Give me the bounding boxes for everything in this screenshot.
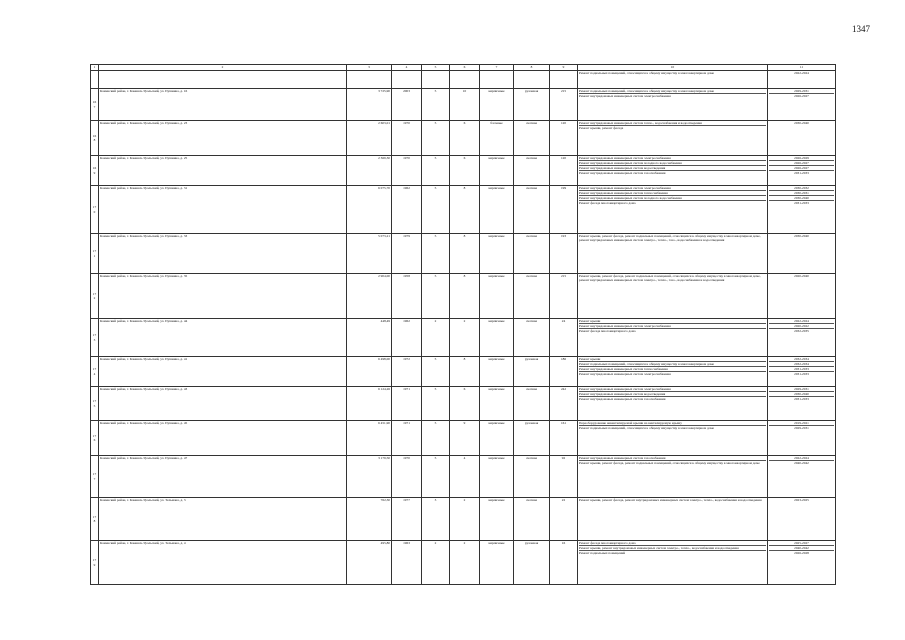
- works-cell: [578, 498, 768, 541]
- work-item: Ремонт крыши, ремонт фасада: [579, 126, 624, 131]
- years-cell: [768, 421, 836, 456]
- year-range: 2030-2031: [769, 191, 834, 196]
- entrances-cell: 8: [450, 357, 480, 387]
- year-range: 2025-2027: [769, 541, 834, 546]
- walls-cell: кирпичные: [480, 357, 514, 387]
- floors-cell: 5: [422, 421, 450, 456]
- years-cell: [768, 357, 836, 387]
- area-cell: [347, 71, 392, 89]
- works-cell: [578, 421, 768, 456]
- address-cell: [99, 71, 347, 89]
- year-range: 2022-2024: [769, 319, 834, 324]
- entrances-cell: 8: [450, 274, 480, 319]
- roof-cell: [514, 71, 550, 89]
- year-cell: 1979: [392, 234, 422, 274]
- work-item: Ремонт крыши, ремонт фасада, ремонт внутридомовых инженерных систем электро-, тепло-, водоснабжения и водоотведения: [579, 498, 762, 502]
- floors-cell: 5: [422, 186, 450, 234]
- year-cell: 1963: [392, 541, 422, 585]
- row-index: 171: [91, 234, 99, 274]
- header-cell: 1: [91, 65, 99, 71]
- year-cell: 1970: [392, 121, 422, 156]
- area-cell: 6 124,26: [347, 387, 392, 421]
- walls-cell: кирпичные: [480, 498, 514, 541]
- row-index: 178: [91, 498, 99, 541]
- work-item: Ремонт фасада многоквартирного дома: [579, 329, 636, 334]
- work-item: Ремонт внутридомовых инженерных систем электроснабжения: [579, 156, 766, 161]
- years-cell: [768, 71, 836, 89]
- entrances-cell: 6: [450, 387, 480, 421]
- area-cell: 448,49: [347, 319, 392, 357]
- work-item: Ремонт подвальных помещений, относящихся к общему имуществу в многоквартирном доме: [579, 71, 714, 75]
- works-cell: [578, 456, 768, 498]
- year-range: 2020-2040: [794, 274, 809, 278]
- works-cell: [578, 156, 768, 186]
- address-cell: Каменский район, г. Каменск-Уральский, ул. Пушкина, д. 47: [99, 456, 347, 498]
- work-item: Ремонт внутридомовых инженерных систем газоснабжения: [579, 456, 766, 461]
- year-range: 2030-2040: [794, 234, 809, 238]
- year-cell: 2003: [392, 89, 422, 121]
- roof-cell: скатная: [514, 156, 550, 186]
- floors-cell: 5: [422, 357, 450, 387]
- area-cell: 3 179,50: [347, 456, 392, 498]
- page-number: 1347: [852, 24, 870, 34]
- year-range: 2031-2033: [794, 171, 809, 176]
- floors-cell: 5: [422, 121, 450, 156]
- roof-cell: скатная: [514, 121, 550, 156]
- works-cell: [578, 89, 768, 121]
- address-cell: Каменский район, г. Каменск-Уральский, ул. Пушкина, д. 35: [99, 274, 347, 319]
- work-item: Ремонт крыши: [579, 319, 766, 324]
- table-row: [91, 234, 836, 274]
- roof-cell: рулонная: [514, 357, 550, 387]
- year-range: 2030-2040: [769, 196, 834, 201]
- roof-cell: скатная: [514, 186, 550, 234]
- year-range: 2040-2042: [794, 461, 809, 466]
- year-cell: 1962: [392, 319, 422, 357]
- floors-cell: 5: [422, 387, 450, 421]
- walls-cell: кирпичные: [480, 274, 514, 319]
- years-cell: [768, 121, 836, 156]
- walls-cell: кирпичные: [480, 156, 514, 186]
- floors-cell: 5: [422, 456, 450, 498]
- work-item: Ремонт крыши: [579, 357, 766, 362]
- address-cell: Каменский район, г. Каменск-Уральский, ул. Пушкина, д. 16: [99, 89, 347, 121]
- header-cell: 9: [550, 65, 578, 71]
- apartments-cell: 24: [550, 319, 578, 357]
- year-range: 2029-2031: [794, 426, 809, 431]
- table-row: [91, 421, 836, 456]
- work-item: Ремонт внутридомовых инженерных систем теплоснабжения: [579, 367, 766, 372]
- work-item: Ремонт внутридомовых инженерных систем водоотведения: [579, 166, 766, 171]
- year-cell: 1962: [392, 186, 422, 234]
- year-range: 2032-2034: [769, 357, 834, 362]
- row-index: 170: [91, 186, 99, 234]
- years-cell: [768, 89, 836, 121]
- works-cell: [578, 186, 768, 234]
- roof-cell: скатная: [514, 234, 550, 274]
- walls-cell: блочные: [480, 121, 514, 156]
- table-row: [91, 186, 836, 234]
- table-row: [91, 387, 836, 421]
- work-item: Ремонт подвальных помещений, относящихся к общему имуществу в многоквартирном доме: [579, 362, 766, 367]
- year-range: 2026-2027: [794, 94, 809, 99]
- walls-cell: кирпичные: [480, 387, 514, 421]
- years-cell: [768, 319, 836, 357]
- apartments-cell: 215: [550, 89, 578, 121]
- year-range: 2030-2032: [769, 186, 834, 191]
- header-cell: 6: [450, 65, 480, 71]
- work-item: Ремонт подвальных помещений, относящихся к общему имуществу в многоквартирном доме: [579, 426, 714, 431]
- address-cell: Каменский район, г. Каменск-Уральский, ул. Пушкина, д. 31: [99, 186, 347, 234]
- year-cell: 1977: [392, 498, 422, 541]
- works-cell: [578, 274, 768, 319]
- walls-cell: кирпичные: [480, 541, 514, 585]
- area-cell: 2 369,30: [347, 156, 392, 186]
- table-row: [91, 498, 836, 541]
- row-index: 179: [91, 541, 99, 585]
- work-item: Ремонт подвальных помещений: [579, 551, 626, 556]
- row-index: 173: [91, 319, 99, 357]
- entrances-cell: 10: [450, 89, 480, 121]
- work-item: Ремонт внутридомовых инженерных систем газоснабжения: [579, 397, 666, 402]
- entrances-cell: 8: [450, 186, 480, 234]
- years-cell: [768, 456, 836, 498]
- walls-cell: кирпичные: [480, 186, 514, 234]
- area-cell: 6 451,90: [347, 421, 392, 456]
- walls-cell: кирпичные: [480, 89, 514, 121]
- work-item: Ремонт внутридомовых инженерных систем теплоснабжения: [579, 191, 766, 196]
- entrances-cell: 4: [450, 456, 480, 498]
- area-cell: 3 725,90: [347, 89, 392, 121]
- work-item: Ремонт внутридомовых инженерных систем газоснабжения: [579, 171, 666, 176]
- roof-cell: скатная: [514, 319, 550, 357]
- work-item: Ремонт внутридомовых инженерных систем водоотведения: [579, 392, 766, 397]
- area-cell: 495,80: [347, 541, 392, 585]
- header-cell: 8: [514, 65, 550, 71]
- floors-cell: 2: [422, 541, 450, 585]
- apartments-cell: 215: [550, 274, 578, 319]
- row-index: 177: [91, 456, 99, 498]
- table-row: [91, 71, 836, 89]
- table-row: [91, 156, 836, 186]
- entrances-cell: 2: [450, 498, 480, 541]
- address-cell: Каменский район, г. Каменск-Уральский, ул. Пушкина, д. 33: [99, 234, 347, 274]
- year-range: 2029-2031: [769, 89, 834, 94]
- years-cell: [768, 498, 836, 541]
- year-range: 2026-2028: [794, 551, 809, 556]
- table-row: [91, 89, 836, 121]
- walls-cell: кирпичные: [480, 234, 514, 274]
- years-cell: [768, 156, 836, 186]
- area-cell: 762,30: [347, 498, 392, 541]
- apartments-cell: 16: [550, 541, 578, 585]
- year-range: 2030-2040: [794, 121, 809, 125]
- apartments-cell: [550, 71, 578, 89]
- row-index: [91, 71, 99, 89]
- year-range: 2019-2021: [769, 421, 834, 426]
- roof-cell: рулонная: [514, 421, 550, 456]
- year-range: 2032-2035: [794, 329, 809, 334]
- apartments-cell: 186: [550, 357, 578, 387]
- apartments-cell: 92: [550, 456, 578, 498]
- floors-cell: 5: [422, 234, 450, 274]
- address-cell: Каменский район, г. Каменск-Уральский, ул. Пушкина, д. 44: [99, 319, 347, 357]
- walls-cell: кирпичные: [480, 319, 514, 357]
- years-cell: [768, 274, 836, 319]
- year-range: 2032-2034: [769, 362, 834, 367]
- work-item: Ремонт внутридомовых инженерных систем электроснабжения: [579, 94, 671, 99]
- apartments-cell: 120: [550, 121, 578, 156]
- address-cell: Каменский район, г. Каменск-Уральский, ул. Пушкина, д. 25: [99, 156, 347, 186]
- table-row: [91, 357, 836, 387]
- year-range: 2031-2033: [794, 397, 809, 402]
- year-range: 2022-2024: [769, 456, 834, 461]
- work-item: Ремонт внутридомовых инженерных систем электроснабжения: [579, 186, 766, 191]
- work-item: Ремонт фасада многоквартирного дома: [579, 541, 766, 546]
- year-range: 2026-2027: [769, 161, 834, 166]
- apartments-cell: 193: [550, 234, 578, 274]
- table-row: [91, 319, 836, 357]
- apartments-cell: 120: [550, 156, 578, 186]
- year-range: 2026-2029: [769, 156, 834, 161]
- work-item: Ремонт подвальных помещений, относящихся к общему имуществу в многоквартирном доме: [579, 89, 766, 94]
- work-item: Ремонт внутридомовых инженерных систем электроснабжения: [579, 324, 766, 329]
- entrances-cell: 2: [450, 319, 480, 357]
- floors-cell: 5: [422, 89, 450, 121]
- works-cell: [578, 121, 768, 156]
- works-cell: [578, 319, 768, 357]
- work-item: Ремонт крыши, ремонт фасада, ремонт подвальных помещений, относящихся к общему имуществу в многоквартирном доме: [579, 461, 760, 466]
- roof-cell: скатная: [514, 456, 550, 498]
- year-cell: 1970: [392, 456, 422, 498]
- years-cell: [768, 234, 836, 274]
- walls-cell: [480, 71, 514, 89]
- apartments-cell: 199: [550, 186, 578, 234]
- year-range: 2029-2031: [769, 387, 834, 392]
- row-index: 172: [91, 274, 99, 319]
- header-cell: 2: [99, 65, 347, 71]
- table-row: [91, 121, 836, 156]
- floors-cell: 2: [422, 319, 450, 357]
- years-cell: [768, 387, 836, 421]
- floors-cell: 5: [422, 156, 450, 186]
- work-item: Ремонт крыши, ремонт внутридомовых инженерных систем электро-, тепло-, водоснабжения и водоотведения: [579, 546, 766, 551]
- floors-cell: 3: [422, 498, 450, 541]
- entrances-cell: 6: [450, 121, 480, 156]
- address-cell: Каменский район, г. Каменск-Уральский, ул. Пушкина, д. 43: [99, 387, 347, 421]
- work-item: Ремонт внутридомовых инженерных систем электроснабжения: [579, 372, 671, 377]
- year-cell: 1971: [392, 421, 422, 456]
- address-cell: Каменский район, г. Каменск-Уральский, ул. Пушкина, д. 45: [99, 421, 347, 456]
- roof-cell: рулонная: [514, 541, 550, 585]
- years-cell: [768, 186, 836, 234]
- apartments-cell: 242: [550, 387, 578, 421]
- area-cell: 6 498,00: [347, 357, 392, 387]
- entrances-cell: [450, 71, 480, 89]
- work-item: Ремонт внутридомовых инженерных систем холодного водоснабжения: [579, 161, 766, 166]
- entrances-cell: 9: [450, 421, 480, 456]
- entrances-cell: 2: [450, 541, 480, 585]
- address-cell: Каменский район, г. Каменск-Уральский, ул. Пушкина, д. 41: [99, 357, 347, 387]
- row-index: 169: [91, 156, 99, 186]
- year-cell: 1958: [392, 274, 422, 319]
- year-range: 2031-2033: [769, 367, 834, 372]
- header-cell: 7: [480, 65, 514, 71]
- year-cell: [392, 71, 422, 89]
- table-row: [91, 274, 836, 319]
- apartments-cell: 22: [550, 498, 578, 541]
- year-range: 2040-2042: [769, 546, 834, 551]
- works-cell: [578, 71, 768, 89]
- roof-cell: рулонная: [514, 89, 550, 121]
- floors-cell: 5: [422, 274, 450, 319]
- entrances-cell: 6: [450, 156, 480, 186]
- capital-repair-table: [90, 64, 836, 585]
- year-range: 2030-2040: [769, 392, 834, 397]
- walls-cell: кирпичные: [480, 421, 514, 456]
- year-range: 2031-2033: [794, 201, 809, 206]
- year-range: 2023-2025: [794, 498, 809, 502]
- works-cell: [578, 387, 768, 421]
- entrances-cell: 8: [450, 234, 480, 274]
- header-cell: 5: [422, 65, 450, 71]
- row-index: 176: [91, 421, 99, 456]
- table-body: [91, 71, 836, 585]
- row-index: 174: [91, 357, 99, 387]
- work-item: Ремонт внутридомовых инженерных систем тепло-, водоснабжения и водоотведения: [579, 121, 766, 126]
- works-cell: [578, 541, 768, 585]
- year-range: 2031-2033: [794, 372, 809, 377]
- header-cell: 11: [768, 65, 836, 71]
- table-row: [91, 456, 836, 498]
- roof-cell: скатная: [514, 274, 550, 319]
- area-cell: 2 904,00: [347, 274, 392, 319]
- year-range: 2020-2022: [769, 324, 834, 329]
- header-cell: 4: [392, 65, 422, 71]
- row-index: 168: [91, 121, 99, 156]
- area-cell: 2 603,01: [347, 121, 392, 156]
- work-item: Переоборудование невентилируемой крыши на вентилируемую крышу: [579, 421, 766, 426]
- table-row: [91, 541, 836, 585]
- works-cell: [578, 357, 768, 387]
- roof-cell: скатная: [514, 387, 550, 421]
- address-cell: Каменский район, г. Каменск-Уральский, ул. Тельмана, д. 4: [99, 541, 347, 585]
- row-index: 175: [91, 387, 99, 421]
- row-index: 167: [91, 89, 99, 121]
- work-item: Ремонт фасада многоквартирного дома: [579, 201, 636, 206]
- year-cell: 1970: [392, 156, 422, 186]
- work-item: Ремонт внутридомовых инженерных систем холодного водоснабжения: [579, 196, 766, 201]
- year-range: 2022-2024: [794, 71, 809, 75]
- apartments-cell: 161: [550, 421, 578, 456]
- years-cell: [768, 541, 836, 585]
- area-cell: 5 073,21: [347, 234, 392, 274]
- floors-cell: [422, 71, 450, 89]
- address-cell: Каменский район, г. Каменск-Уральский, ул. Тельмана, д. 3: [99, 498, 347, 541]
- year-cell: 1971: [392, 387, 422, 421]
- work-item: Ремонт внутридомовых инженерных систем электроснабжения: [579, 387, 766, 392]
- year-cell: 1972: [392, 357, 422, 387]
- header-cell: 10: [578, 65, 768, 71]
- area-cell: 6 075,70: [347, 186, 392, 234]
- walls-cell: кирпичные: [480, 456, 514, 498]
- work-item: Ремонт крыши, ремонт фасада, ремонт подвальных помещений, относящихся к общему имуществу в многоквартирном доме, ремонт внутридомовых инженерных систем электро-, тепло-, газо-, водоснабжения и водоотведения: [579, 274, 761, 283]
- work-item: Ремонт крыши, ремонт фасада, ремонт подвальных помещений, относящихся к общему имуществу в многоквартирном доме, ремонт внутридомовых инженерных систем электро-, тепло-, газо-, водоснабжения и водоотведения: [579, 234, 761, 243]
- works-cell: [578, 234, 768, 274]
- header-cell: 3: [347, 65, 392, 71]
- roof-cell: скатная: [514, 498, 550, 541]
- address-cell: Каменский район, г. Каменск-Уральский, ул. Пушкина, д. 23: [99, 121, 347, 156]
- year-range: 2026-2027: [769, 166, 834, 171]
